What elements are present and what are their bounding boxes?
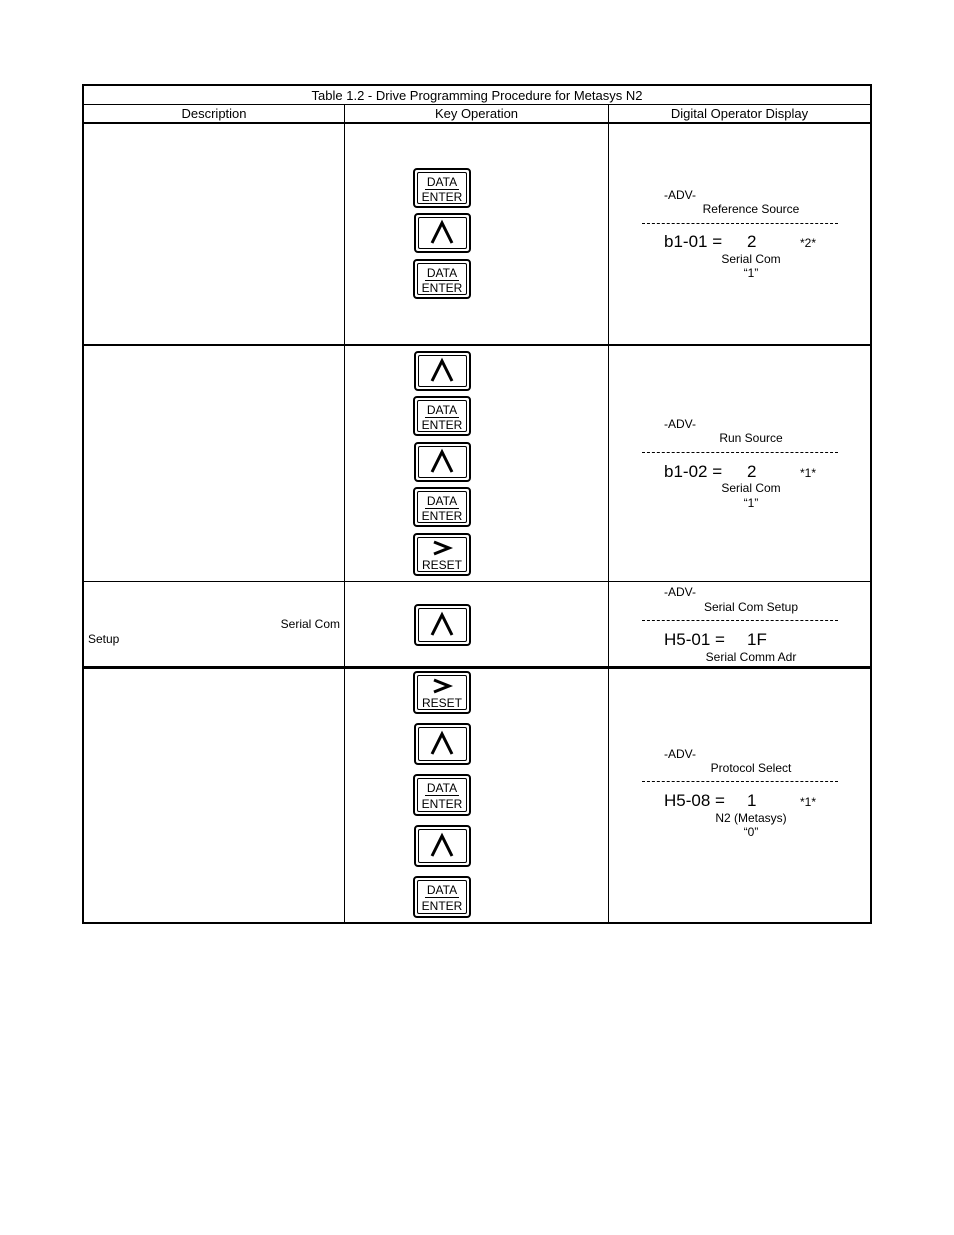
row-divider [84, 344, 870, 346]
up-arrow-icon [416, 827, 469, 865]
display-title: Protocol Select [710, 761, 792, 775]
data-enter-key[interactable] [413, 876, 471, 918]
display-value: 1 [747, 791, 757, 810]
display-title: Reference Source [702, 202, 800, 216]
up-arrow-icon [416, 215, 469, 251]
key-label: DATA [426, 266, 458, 280]
display-value: 1F [747, 630, 767, 649]
display-marker: *2* [800, 236, 817, 250]
display-parameter: H5-08 = [664, 791, 725, 810]
display-marker: *1* [800, 466, 817, 480]
key-label: DATA [426, 781, 458, 795]
table-caption: Table 1.2 - Drive Programming Procedure for Metasys N2 [311, 88, 643, 103]
header-description: Description [181, 106, 247, 121]
display-separator [642, 781, 838, 782]
row-divider [84, 666, 870, 669]
display-mode: -ADV- [664, 585, 697, 599]
display-separator [642, 452, 838, 453]
data-enter-key[interactable] [413, 259, 471, 299]
display-separator [642, 223, 838, 224]
display-separator [642, 620, 838, 621]
key-label: DATA [426, 883, 458, 897]
row3-description-line1: Serial Com [280, 617, 340, 631]
data-enter-key[interactable] [413, 168, 471, 208]
display-default: “0” [743, 825, 759, 839]
up-arrow-icon [416, 444, 469, 480]
display-value: 2 [747, 462, 757, 481]
display-default: “1” [743, 266, 759, 280]
row-divider [84, 581, 870, 582]
display-value: 2 [747, 232, 757, 251]
display-default: “1” [743, 496, 759, 510]
display-mode: -ADV- [664, 188, 697, 202]
column-divider [608, 105, 609, 922]
key-label: DATA [426, 494, 458, 508]
key-label: ENTER [421, 418, 463, 432]
key-label: ENTER [421, 190, 463, 204]
display-title: Run Source [719, 431, 783, 445]
up-arrow-key[interactable] [414, 351, 471, 391]
header-key-operation: Key Operation [434, 106, 519, 121]
up-arrow-icon [416, 606, 469, 644]
key-label: ENTER [421, 509, 463, 523]
key-label: DATA [426, 175, 458, 189]
up-arrow-key[interactable] [414, 723, 471, 765]
up-arrow-icon [416, 725, 469, 763]
shift-reset-key[interactable] [413, 671, 471, 714]
display-setting: Serial Com [721, 252, 781, 266]
key-label: RESET [421, 696, 462, 710]
display-mode: -ADV- [664, 417, 697, 431]
column-divider [344, 105, 345, 922]
programming-table [82, 84, 872, 924]
display-mode: -ADV- [664, 747, 697, 761]
up-arrow-key[interactable] [414, 213, 471, 253]
row3-description-line2: Setup [88, 632, 120, 646]
header-digital-operator-display: Digital Operator Display [670, 106, 809, 121]
data-enter-key[interactable] [413, 774, 471, 816]
display-parameter: b1-02 = [664, 462, 723, 481]
display-title: Serial Com Setup [703, 600, 799, 614]
shift-right-icon [415, 537, 469, 559]
shift-reset-key[interactable] [413, 533, 471, 576]
up-arrow-key[interactable] [414, 442, 471, 482]
display-marker: *1* [800, 795, 817, 809]
key-label: RESET [421, 558, 462, 572]
data-enter-key[interactable] [413, 487, 471, 527]
key-label: ENTER [421, 281, 463, 295]
display-parameter: b1-01 = [664, 232, 723, 251]
caption-divider [84, 104, 870, 105]
data-enter-key[interactable] [413, 396, 471, 436]
key-label: DATA [426, 403, 458, 417]
shift-right-icon [415, 675, 469, 697]
key-label: ENTER [421, 797, 463, 811]
display-setting: Serial Com [721, 481, 781, 495]
up-arrow-key[interactable] [414, 825, 471, 867]
header-divider [84, 122, 870, 124]
display-setting: N2 (Metasys) [715, 811, 787, 825]
display-parameter: H5-01 = [664, 630, 725, 649]
display-setting: Serial Comm Adr [705, 650, 797, 664]
key-label: ENTER [421, 899, 463, 913]
up-arrow-key[interactable] [414, 604, 471, 646]
up-arrow-icon [416, 353, 469, 389]
